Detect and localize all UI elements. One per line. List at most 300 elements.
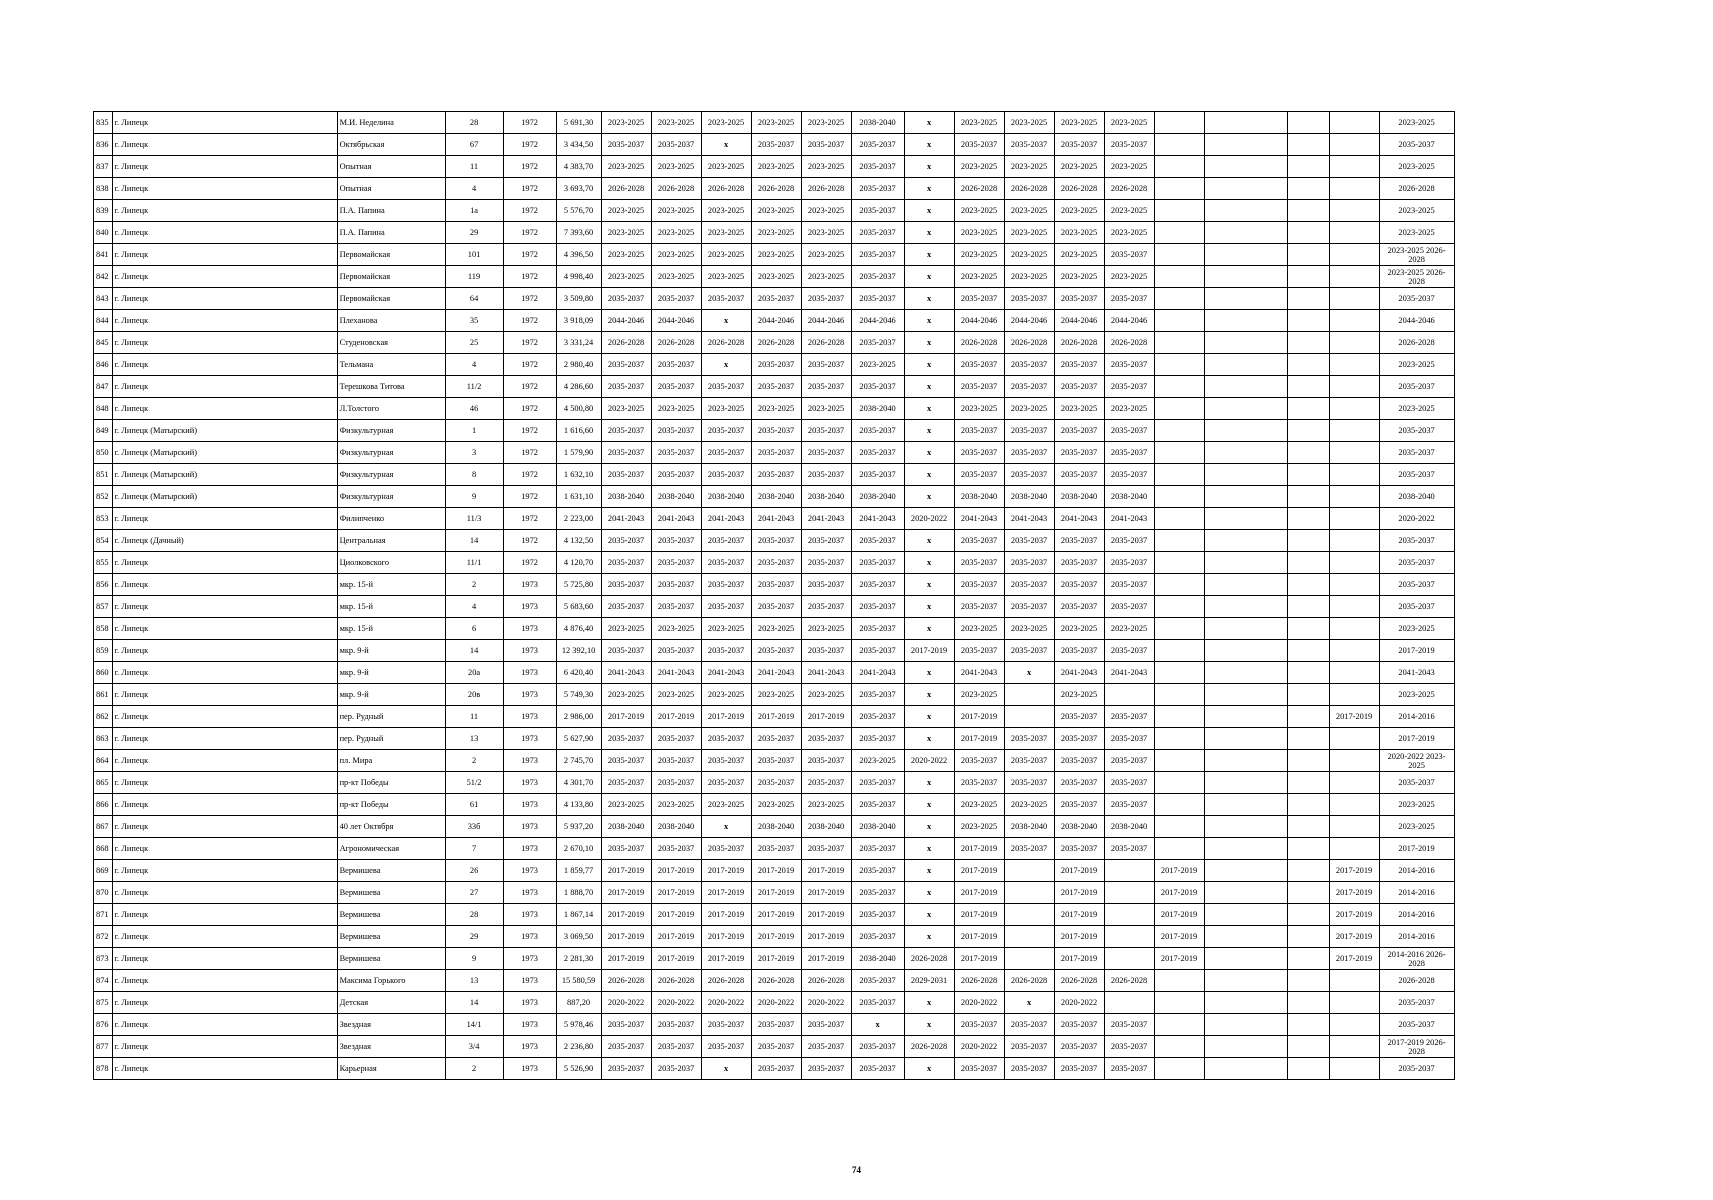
year-cell: 1972 (503, 200, 556, 222)
period-cell: 2023-2025 (851, 750, 904, 772)
period-cell: 2023-2025 (601, 200, 651, 222)
period-cell: 2035-2037 (651, 1058, 701, 1080)
period-cell (1329, 992, 1379, 1014)
period-cell: 2041-2043 (1054, 508, 1104, 530)
street-cell: Л.Толстого (337, 398, 445, 420)
street-cell: пр-кт Победы (337, 772, 445, 794)
period-cell: 2044-2046 (601, 310, 651, 332)
period-cell: 2035-2037 (851, 442, 904, 464)
house-cell: 35 (445, 310, 503, 332)
street-cell: Звездная (337, 1014, 445, 1036)
area-cell: 3 069,50 (556, 926, 601, 948)
street-cell: пер. Рудный (337, 728, 445, 750)
period-cell: 2035-2037 (751, 442, 801, 464)
total-period-cell: 2035-2037 (1379, 772, 1454, 794)
period-cell (1204, 816, 1287, 838)
year-cell: 1972 (503, 266, 556, 288)
area-cell: 4 301,70 (556, 772, 601, 794)
period-cell: 2035-2037 (601, 530, 651, 552)
area-cell: 4 132,50 (556, 530, 601, 552)
period-cell: 2035-2037 (851, 134, 904, 156)
street-cell: пер. Рудный (337, 706, 445, 728)
area-cell: 4 120,70 (556, 552, 601, 574)
period-cell: 2023-2025 (1104, 398, 1154, 420)
period-cell: 2041-2043 (751, 662, 801, 684)
year-cell: 1973 (503, 860, 556, 882)
house-cell: 29 (445, 926, 503, 948)
period-cell: 2035-2037 (651, 354, 701, 376)
area-cell: 5 691,30 (556, 112, 601, 134)
table-row (94, 816, 1455, 838)
period-cell: х (904, 332, 954, 354)
period-cell: 2017-2019 (1054, 882, 1104, 904)
period-cell: 2023-2025 (1104, 618, 1154, 640)
period-cell: 2035-2037 (1054, 838, 1104, 860)
period-cell: 2044-2046 (851, 310, 904, 332)
table-row (94, 178, 1455, 200)
period-cell: 2035-2037 (651, 574, 701, 596)
street-cell: пл. Мира (337, 750, 445, 772)
period-cell: х (904, 1058, 954, 1080)
period-cell: 2035-2037 (1004, 1036, 1054, 1058)
period-cell: 2026-2028 (954, 332, 1004, 354)
period-cell: 2026-2028 (651, 970, 701, 992)
table-row (94, 706, 1455, 728)
row-number: 837 (94, 156, 113, 178)
row-number: 877 (94, 1036, 113, 1058)
row-number: 872 (94, 926, 113, 948)
period-cell: 2020-2022 (954, 992, 1004, 1014)
year-cell: 1972 (503, 530, 556, 552)
house-cell: 7 (445, 838, 503, 860)
row-number: 846 (94, 354, 113, 376)
period-cell: х (904, 794, 954, 816)
period-cell: 2035-2037 (1054, 1036, 1104, 1058)
row-number: 860 (94, 662, 113, 684)
table-row (94, 552, 1455, 574)
total-period-cell: 2035-2037 (1379, 376, 1454, 398)
table-row (94, 244, 1455, 266)
area-cell: 2 980,40 (556, 354, 601, 376)
area-cell: 1 867,14 (556, 904, 601, 926)
period-cell: 2035-2037 (851, 838, 904, 860)
period-cell (1329, 530, 1379, 552)
period-cell: 2035-2037 (1004, 772, 1054, 794)
period-cell: 2020-2022 (601, 992, 651, 1014)
period-cell: 2023-2025 (651, 266, 701, 288)
period-cell: 2023-2025 (701, 156, 751, 178)
period-cell: 2017-2019 (601, 706, 651, 728)
period-cell: х (904, 662, 954, 684)
year-cell: 1972 (503, 552, 556, 574)
period-cell (1204, 662, 1287, 684)
period-cell: 2035-2037 (851, 618, 904, 640)
period-cell: 2035-2037 (701, 640, 751, 662)
period-cell: 2026-2028 (801, 970, 851, 992)
period-cell: 2035-2037 (954, 640, 1004, 662)
row-number: 862 (94, 706, 113, 728)
period-cell: 2035-2037 (801, 464, 851, 486)
period-cell: 2035-2037 (1004, 552, 1054, 574)
year-cell: 1973 (503, 904, 556, 926)
period-cell: 2023-2025 (954, 794, 1004, 816)
house-cell: 20а (445, 662, 503, 684)
period-cell (1287, 618, 1329, 640)
period-cell: 2035-2037 (1004, 750, 1054, 772)
period-cell: х (904, 178, 954, 200)
street-cell: мкр. 9-й (337, 662, 445, 684)
year-cell: 1973 (503, 816, 556, 838)
city-cell: г. Липецк (112, 926, 337, 948)
period-cell: 2035-2037 (751, 772, 801, 794)
period-cell: 2035-2037 (751, 728, 801, 750)
period-cell: 2035-2037 (1104, 464, 1154, 486)
period-cell: 2023-2025 (701, 398, 751, 420)
total-period-cell: 2014-2016 (1379, 882, 1454, 904)
period-cell: 2020-2022 (904, 508, 954, 530)
period-cell (1329, 596, 1379, 618)
period-cell: 2041-2043 (954, 508, 1004, 530)
area-cell: 4 876,40 (556, 618, 601, 640)
table-row (94, 266, 1455, 288)
period-cell: 2026-2028 (601, 970, 651, 992)
period-cell: 2026-2028 (601, 178, 651, 200)
period-cell (1154, 838, 1204, 860)
period-cell: 2017-2019 (701, 860, 751, 882)
period-cell: 2044-2046 (751, 310, 801, 332)
period-cell: 2038-2040 (954, 486, 1004, 508)
period-cell (1287, 420, 1329, 442)
period-cell: 2035-2037 (954, 420, 1004, 442)
period-cell: х (904, 882, 954, 904)
street-cell: Вермишева (337, 860, 445, 882)
period-cell (1287, 442, 1329, 464)
period-cell (1287, 530, 1329, 552)
period-cell: 2035-2037 (851, 200, 904, 222)
period-cell (1154, 464, 1204, 486)
street-cell: П.А. Папина (337, 200, 445, 222)
period-cell: 2035-2037 (601, 772, 651, 794)
city-cell: г. Липецк (112, 178, 337, 200)
period-cell (1204, 882, 1287, 904)
area-cell: 2 986,00 (556, 706, 601, 728)
period-cell: 2026-2028 (651, 332, 701, 354)
table-row (94, 794, 1455, 816)
period-cell: 2023-2025 (954, 244, 1004, 266)
period-cell: 2017-2019 (651, 904, 701, 926)
total-period-cell: 2017-2019 (1379, 728, 1454, 750)
year-cell: 1972 (503, 376, 556, 398)
period-cell: 2023-2025 (651, 156, 701, 178)
street-cell: Звездная (337, 1036, 445, 1058)
period-cell: 2035-2037 (701, 464, 751, 486)
period-cell: 2035-2037 (651, 134, 701, 156)
period-cell: 2017-2019 (954, 860, 1004, 882)
period-cell: 2023-2025 (1054, 398, 1104, 420)
period-cell (1154, 112, 1204, 134)
period-cell (1154, 244, 1204, 266)
city-cell: г. Липецк (112, 794, 337, 816)
period-cell (1154, 178, 1204, 200)
period-cell (1154, 684, 1204, 706)
period-cell: 2041-2043 (751, 508, 801, 530)
period-cell: х (904, 838, 954, 860)
period-cell: х (701, 1058, 751, 1080)
city-cell: г. Липецк (112, 948, 337, 970)
period-cell: 2035-2037 (1054, 794, 1104, 816)
city-cell: г. Липецк (112, 640, 337, 662)
house-cell: 29 (445, 222, 503, 244)
period-cell (1154, 332, 1204, 354)
year-cell: 1973 (503, 728, 556, 750)
period-cell: 2035-2037 (1054, 464, 1104, 486)
period-cell (1204, 156, 1287, 178)
total-period-cell: 2017-2019 (1379, 838, 1454, 860)
period-cell: 2023-2025 (1104, 200, 1154, 222)
period-cell (1287, 266, 1329, 288)
period-cell (1154, 134, 1204, 156)
period-cell (1154, 508, 1204, 530)
period-cell (1154, 970, 1204, 992)
period-cell: 2035-2037 (1104, 244, 1154, 266)
period-cell: 2035-2037 (601, 596, 651, 618)
period-cell: 2020-2022 (1054, 992, 1104, 1014)
period-cell: 2026-2028 (954, 178, 1004, 200)
period-cell (1287, 1036, 1329, 1058)
city-cell: г. Липецк (Матырский) (112, 442, 337, 464)
period-cell: 2035-2037 (801, 376, 851, 398)
period-cell (1154, 288, 1204, 310)
row-number: 836 (94, 134, 113, 156)
period-cell (1004, 860, 1054, 882)
period-cell: 2035-2037 (954, 772, 1004, 794)
row-number: 871 (94, 904, 113, 926)
period-cell: 2038-2040 (801, 486, 851, 508)
period-cell (1287, 552, 1329, 574)
area-cell: 5 683,60 (556, 596, 601, 618)
period-cell: 2035-2037 (954, 596, 1004, 618)
period-cell: 2023-2025 (954, 684, 1004, 706)
table-row (94, 948, 1455, 970)
period-cell: 2035-2037 (751, 134, 801, 156)
period-cell (1287, 926, 1329, 948)
row-number: 878 (94, 1058, 113, 1080)
period-cell (1287, 728, 1329, 750)
period-cell: 2017-2019 (1329, 926, 1379, 948)
period-cell: 2023-2025 (751, 266, 801, 288)
period-cell: 2035-2037 (851, 552, 904, 574)
period-cell: 2041-2043 (801, 662, 851, 684)
period-cell (1154, 530, 1204, 552)
row-number: 853 (94, 508, 113, 530)
period-cell: 2026-2028 (801, 332, 851, 354)
period-cell: 2023-2025 (1004, 200, 1054, 222)
row-number: 855 (94, 552, 113, 574)
house-cell: 33б (445, 816, 503, 838)
period-cell (1329, 200, 1379, 222)
total-period-cell: 2023-2025 (1379, 684, 1454, 706)
period-cell: 2026-2028 (701, 332, 751, 354)
year-cell: 1973 (503, 1014, 556, 1036)
period-cell: 2035-2037 (851, 530, 904, 552)
period-cell: 2023-2025 (1004, 156, 1054, 178)
period-cell: 2017-2019 (701, 904, 751, 926)
period-cell: 2017-2019 (1329, 706, 1379, 728)
period-cell: х (904, 288, 954, 310)
year-cell: 1973 (503, 684, 556, 706)
period-cell: 2017-2019 (1329, 882, 1379, 904)
period-cell: 2035-2037 (701, 552, 751, 574)
period-cell: 2035-2037 (601, 1014, 651, 1036)
total-period-cell: 2035-2037 (1379, 552, 1454, 574)
year-cell: 1972 (503, 420, 556, 442)
total-period-cell: 2020-2022 2023-2025 (1379, 750, 1454, 772)
period-cell (1287, 244, 1329, 266)
table-row (94, 1036, 1455, 1058)
period-cell: 2023-2025 (701, 794, 751, 816)
period-cell (1104, 904, 1154, 926)
total-period-cell: 2035-2037 (1379, 442, 1454, 464)
period-cell (1004, 926, 1054, 948)
year-cell: 1973 (503, 794, 556, 816)
period-cell: 2035-2037 (751, 750, 801, 772)
period-cell: 2017-2019 (651, 860, 701, 882)
period-cell: 2041-2043 (601, 662, 651, 684)
period-cell: 2035-2037 (801, 354, 851, 376)
period-cell: 2026-2028 (1004, 332, 1054, 354)
period-cell: 2035-2037 (751, 288, 801, 310)
period-cell: 2017-2019 (601, 904, 651, 926)
period-cell: 2035-2037 (851, 728, 904, 750)
period-cell: 2035-2037 (1104, 288, 1154, 310)
period-cell: 2035-2037 (601, 1036, 651, 1058)
period-cell: 2038-2040 (601, 816, 651, 838)
period-cell: 2035-2037 (1104, 640, 1154, 662)
period-cell: 2035-2037 (851, 1058, 904, 1080)
house-cell: 9 (445, 948, 503, 970)
period-cell: 2035-2037 (1104, 728, 1154, 750)
period-cell (1154, 156, 1204, 178)
period-cell (1329, 552, 1379, 574)
period-cell: 2023-2025 (751, 398, 801, 420)
year-cell: 1972 (503, 464, 556, 486)
area-cell: 2 236,80 (556, 1036, 601, 1058)
period-cell: х (904, 354, 954, 376)
period-cell: 2017-2019 (651, 882, 701, 904)
period-cell (1287, 310, 1329, 332)
period-cell: х (904, 574, 954, 596)
street-cell: Первомайская (337, 244, 445, 266)
area-cell: 2 281,30 (556, 948, 601, 970)
period-cell: 2020-2022 (801, 992, 851, 1014)
period-cell: 2035-2037 (851, 992, 904, 1014)
period-cell: 2026-2028 (751, 970, 801, 992)
period-cell: 2044-2046 (1104, 310, 1154, 332)
house-cell: 27 (445, 882, 503, 904)
period-cell: 2035-2037 (1104, 376, 1154, 398)
period-cell: х (904, 442, 954, 464)
period-cell (1287, 992, 1329, 1014)
period-cell: 2017-2019 (751, 926, 801, 948)
period-cell (1329, 508, 1379, 530)
area-cell: 5 978,46 (556, 1014, 601, 1036)
period-cell: 2023-2025 (601, 266, 651, 288)
area-cell: 3 918,09 (556, 310, 601, 332)
period-cell: х (904, 222, 954, 244)
year-cell: 1972 (503, 222, 556, 244)
period-cell (1154, 640, 1204, 662)
period-cell: 2017-2019 (954, 728, 1004, 750)
city-cell: г. Липецк (112, 574, 337, 596)
period-cell: 2035-2037 (1104, 1014, 1154, 1036)
period-cell (1287, 354, 1329, 376)
period-cell: 2041-2043 (651, 662, 701, 684)
period-cell: 2023-2025 (651, 244, 701, 266)
period-cell: х (904, 112, 954, 134)
period-cell (1287, 882, 1329, 904)
period-cell: х (904, 266, 954, 288)
period-cell: 2035-2037 (1054, 354, 1104, 376)
period-cell (1154, 420, 1204, 442)
period-cell: 2044-2046 (954, 310, 1004, 332)
period-cell: 2035-2037 (1104, 596, 1154, 618)
period-cell: 2035-2037 (801, 1036, 851, 1058)
period-cell: х (904, 596, 954, 618)
period-cell (1154, 794, 1204, 816)
period-cell: 2035-2037 (601, 442, 651, 464)
area-cell: 1 631,10 (556, 486, 601, 508)
table-row (94, 442, 1455, 464)
period-cell: 2038-2040 (1104, 486, 1154, 508)
period-cell: 2038-2040 (601, 486, 651, 508)
period-cell: 2017-2019 (1329, 948, 1379, 970)
period-cell (1329, 178, 1379, 200)
period-cell: 2035-2037 (1004, 376, 1054, 398)
table-row (94, 398, 1455, 420)
period-cell: 2026-2028 (701, 178, 751, 200)
year-cell: 1973 (503, 596, 556, 618)
row-number: 840 (94, 222, 113, 244)
total-period-cell: 2035-2037 (1379, 288, 1454, 310)
period-cell: 2035-2037 (851, 420, 904, 442)
period-cell: 2023-2025 (1054, 200, 1104, 222)
period-cell: 2017-2019 (1054, 860, 1104, 882)
area-cell: 4 383,70 (556, 156, 601, 178)
period-cell (1204, 222, 1287, 244)
house-cell: 64 (445, 288, 503, 310)
period-cell: 2035-2037 (651, 640, 701, 662)
city-cell: г. Липецк (112, 662, 337, 684)
area-cell: 5 725,80 (556, 574, 601, 596)
city-cell: г. Липецк (112, 706, 337, 728)
period-cell: х (904, 486, 954, 508)
city-cell: г. Липецк (112, 134, 337, 156)
period-cell: 2035-2037 (751, 596, 801, 618)
period-cell (1004, 706, 1054, 728)
house-cell: 4 (445, 178, 503, 200)
house-cell: 28 (445, 112, 503, 134)
area-cell: 2 670,10 (556, 838, 601, 860)
period-cell (1329, 970, 1379, 992)
period-cell (1204, 244, 1287, 266)
period-cell (1004, 904, 1054, 926)
area-cell: 1 632,10 (556, 464, 601, 486)
street-cell: Вермишева (337, 926, 445, 948)
period-cell (1154, 486, 1204, 508)
period-cell: 2035-2037 (701, 376, 751, 398)
period-cell (1287, 662, 1329, 684)
period-cell: 2041-2043 (851, 508, 904, 530)
